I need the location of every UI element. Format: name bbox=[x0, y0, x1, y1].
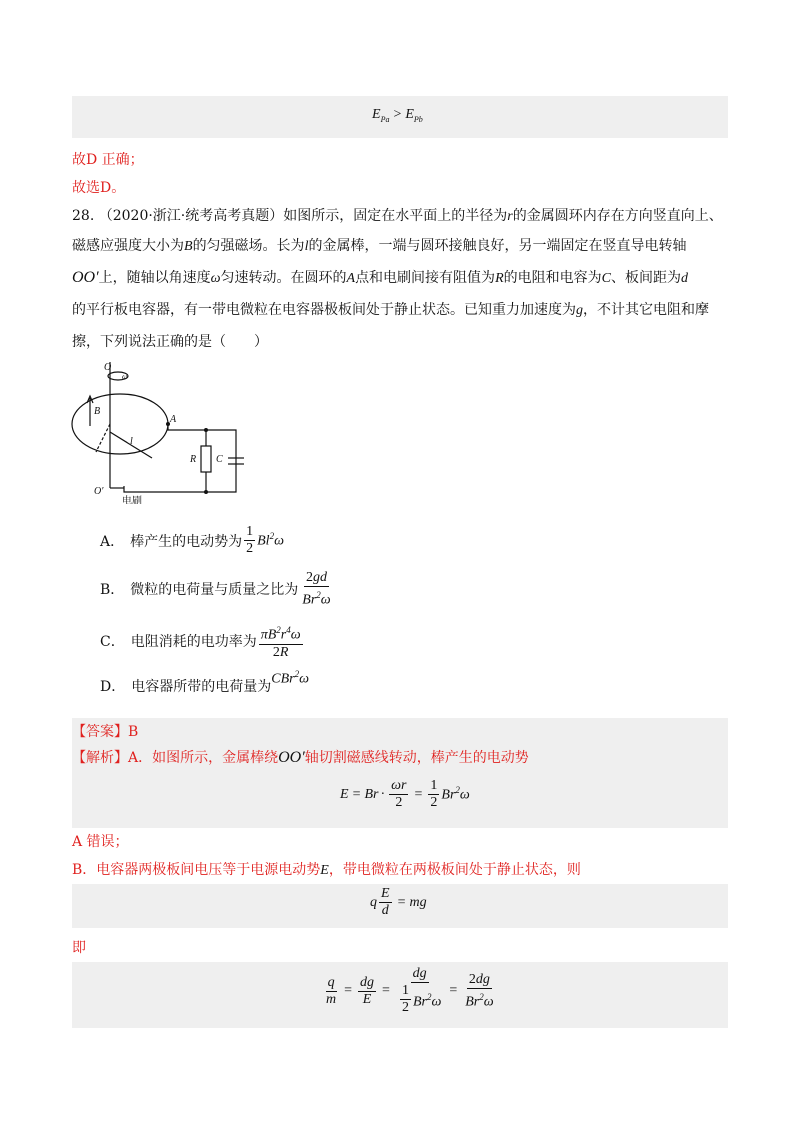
label-l: l bbox=[130, 436, 133, 447]
formula-charge-mass: $\frac{q}{m}$ = $\frac{dg}{E}$ = dg $\frac{1}{2}$ Br$^2$ω = $\frac{2dg}{Br^2\omega}$ bbox=[326, 966, 494, 1015]
question-line-3: OO′上，随轴以角速度ω匀速转动。在圆环的A点和电刷间接有阻值为R的电阻和电容为C、板间距为d bbox=[72, 269, 688, 286]
label-C: C bbox=[216, 454, 223, 465]
question-line-2: 磁感应强度大小为B的匀强磁场。长为l的金属棒，一端与圆环接触良好，另一端固定在竖直导电转轴 bbox=[72, 238, 687, 254]
label-O-prime: O′ bbox=[94, 486, 104, 497]
option-b[interactable]: B． 微粒的电荷量与质量之比为 $\frac{2gd}{Br^2\omega}$ bbox=[100, 570, 331, 608]
label-brush: 电刷 bbox=[122, 496, 142, 504]
analysis-a-wrong: A 错误； bbox=[72, 834, 129, 850]
formula-force-balance: q $\frac{E}{d}$ = mg bbox=[370, 886, 427, 918]
option-c[interactable]: C． 电阻消耗的电功率为 $\frac{\pi B^2r^4\omega}{2R}$ bbox=[100, 622, 305, 661]
conclusion-line-1: 故D 正确； bbox=[72, 152, 144, 168]
question-line-1: 28. （2020·浙江·统考高考真题）如图所示，固定在水平面上的半径为r的金属圆环内存在方向竖直向上、 bbox=[72, 208, 723, 224]
option-a[interactable]: A． 棒产生的电动势为 $\frac{1}{2}$ Bl$^2$ω bbox=[100, 524, 284, 556]
label-omega: ω bbox=[122, 372, 128, 381]
formula-energy-compare: $E_{Pa}$ > $E_{Pb}$ bbox=[372, 106, 423, 124]
label-B: B bbox=[94, 406, 101, 417]
conclusion-line-2: 故选D。 bbox=[72, 180, 126, 196]
analysis-line-a: 【解析】A．如图所示，金属棒绕OO′轴切割磁感线转动，棒产生的电动势 bbox=[72, 749, 529, 766]
formula-emf: E = Br · $\frac{\omega r}{2}$ = $\frac{1}{2}$ Br$^2$ω bbox=[340, 778, 470, 810]
label-A: A bbox=[170, 414, 177, 425]
metal-ring bbox=[72, 394, 168, 454]
label-R: R bbox=[190, 454, 197, 465]
analysis-box-a bbox=[72, 718, 728, 828]
question-line-5: 擦，下列说法正确的是（ ） bbox=[72, 334, 268, 350]
question-line-4: 的平行板电容器，有一带电微粒在电容器极板间处于静止状态。已知重力加速度为g，不计其它电阻和摩 bbox=[72, 302, 709, 318]
answer-line: 【答案】B bbox=[72, 724, 139, 740]
label-O: O bbox=[104, 362, 112, 373]
resistor bbox=[201, 446, 211, 472]
analysis-line-b: B．电容器两极板间电压等于电源电动势E，带电微粒在两极板间处于静止状态，则 bbox=[72, 862, 581, 878]
circuit-figure bbox=[64, 358, 254, 504]
option-d[interactable]: D． 电容器所带的电荷量为 CBr$^2$ω bbox=[100, 668, 309, 695]
analysis-ji: 即 bbox=[72, 940, 86, 956]
